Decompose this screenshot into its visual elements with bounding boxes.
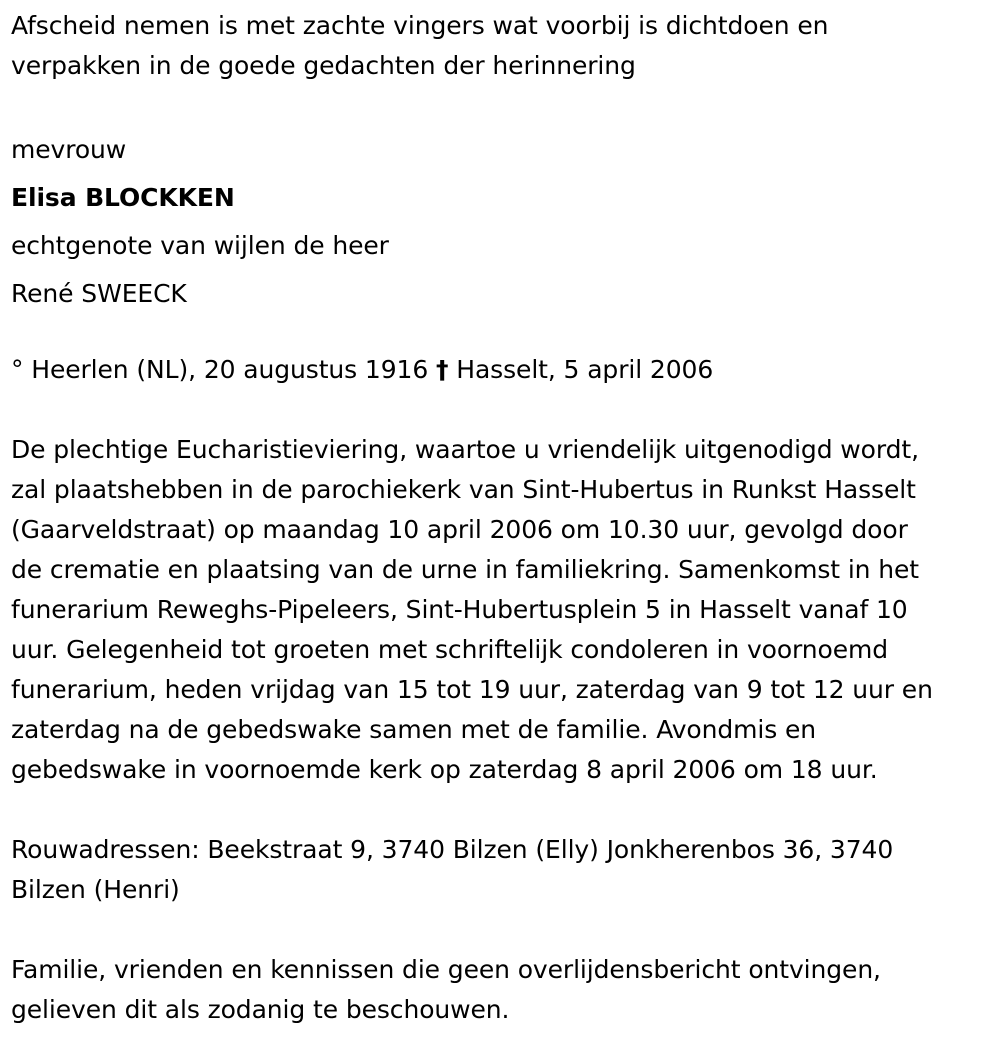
- deceased-name: Elisa BLOCKKEN: [11, 183, 235, 212]
- relation-text: echtgenote van wijlen de heer: [11, 231, 389, 260]
- death-info: Hasselt, 5 april 2006: [456, 355, 714, 384]
- ceremony-paragraph: De plechtige Eucharistieviering, waartoe u vriendelijk uitgenodigd wordt, zal plaatshebben in de parochiekerk van Sint-Hubertus in Runkst Hasselt (Gaarveldstraat) op maandag 10 april 2006 om 10.30 uur, gevolgd door de crematie en plaatsing van de urne in familiekring. Samenkomst in het funerarium Reweghs-Pipeleers, Sint-Hubertusplein 5 in Hasselt vanaf 10 uur. Gelegenheid tot groeten met schriftelijk condoleren in voornoemd funerarium, heden vrijdag van 15 tot 19 uur, zaterdag van 9 tot 12 uur en zaterdag na de gebedswake samen met de familie. Avondmis en gebedswake in voornoemde kerk op zaterdag 8 april 2006 om 18 uur.: [11, 435, 933, 784]
- title-prefix: mevrouw: [11, 135, 127, 164]
- cross-icon: †: [436, 355, 449, 384]
- closing-paragraph: Familie, vrienden en kennissen die geen overlijdensbericht ontvingen, gelieven dit als zodanig te beschouwen.: [11, 955, 881, 1024]
- spouse-name: René SWEECK: [11, 279, 187, 308]
- addresses-paragraph: Rouwadressen: Beekstraat 9, 3740 Bilzen (Elly) Jonkherenbos 36, 3740 Bilzen (Henri): [11, 835, 894, 904]
- birth-info: ° Heerlen (NL), 20 augustus 1916: [11, 355, 429, 384]
- life-dates: [11, 350, 990, 390]
- memorial-quote: Afscheid nemen is met zachte vingers wat voorbij is dichtdoen en verpakken in de goede gedachten der herinnering: [11, 11, 829, 80]
